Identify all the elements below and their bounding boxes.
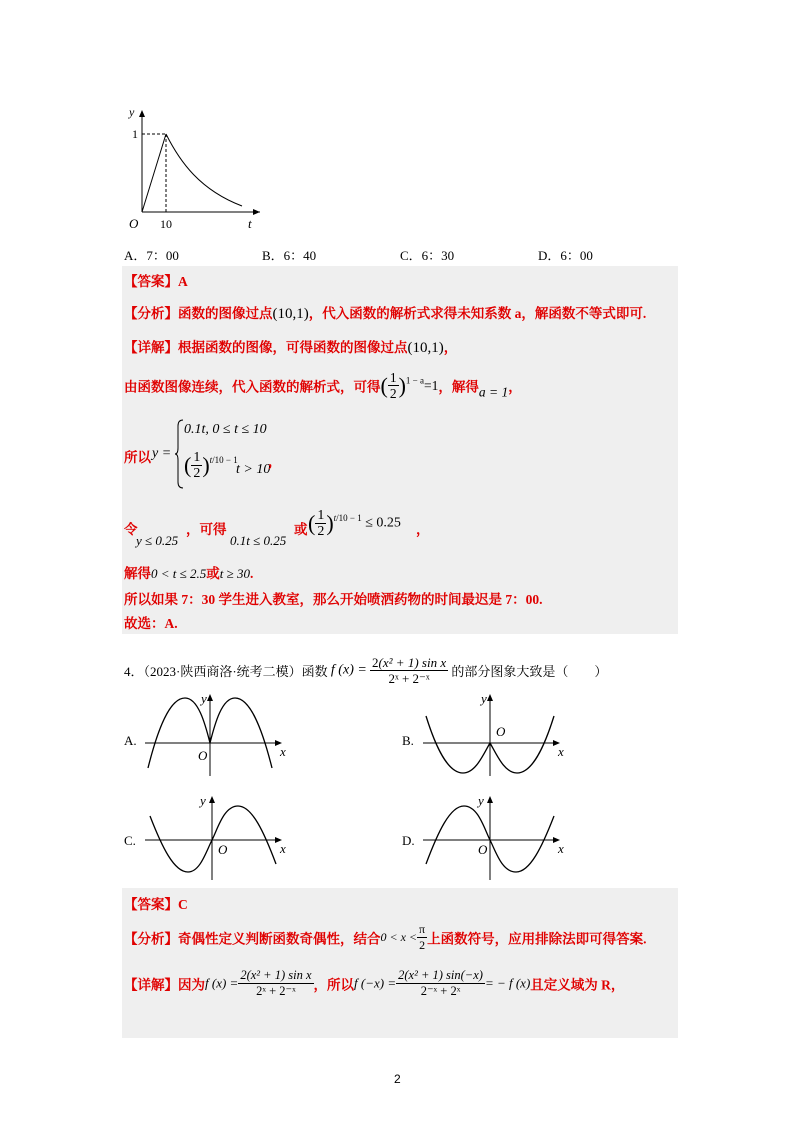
svg-text:O: O bbox=[478, 842, 488, 857]
continuity-text: 由函数图像连续，代入函数的解析式，可得 bbox=[124, 379, 381, 395]
q4-detail-frac2: $\frac{\text{2(x² + 1) sin(−x)}}{\text{2⁻ˣ + 2ˣ}}$ bbox=[398, 968, 483, 998]
decay-graph bbox=[120, 100, 270, 235]
analysis-text-a: 函数的图像过点 bbox=[178, 306, 273, 321]
answer-tag: 【答案】A bbox=[124, 274, 188, 289]
y-tick-1: 1 bbox=[132, 127, 138, 141]
let-ineq2: ( $\frac{1}{2}$ )$^{t/10 - 1}$ ≤ 0.25 bbox=[308, 508, 401, 539]
svg-text:x: x bbox=[280, 744, 286, 759]
q4-analysis-cond: 0 < x < bbox=[380, 930, 418, 944]
conclusion-line: 所以如果 7：30 学生进入教室，那么开始喷洒药物的时间最迟是 7：00. bbox=[124, 592, 543, 607]
q4-fraction: $\frac{\text{2(x² + 1) sin x}}{\text{2ˣ + 2⁻ˣ}}$ bbox=[372, 655, 447, 686]
q4-detail-line: 【详解】因为f (x) = $\frac{\text{2(x² + 1) sin x}}{\text{2ˣ + 2⁻ˣ}}$ ，所以f (−x) = $\frac{\text{2(x² + 1) sin(−x)}}{\text{2⁻ˣ + 2ˣ}}$ = − f (x)且定义域为 R， bbox=[124, 968, 625, 998]
q4-answer-tag: 【答案】C bbox=[124, 897, 188, 912]
svg-text:x: x bbox=[280, 841, 286, 856]
q4-option-d-label[interactable]: D. bbox=[402, 833, 415, 848]
let-prefix: 令 bbox=[124, 522, 138, 537]
choice-line: 故选：A. bbox=[124, 616, 178, 631]
q4-fx: f (x) = bbox=[330, 662, 367, 678]
question-4 bbox=[124, 655, 607, 686]
let-condition: y ≤ 0.25 bbox=[136, 533, 179, 548]
page-number: 2 bbox=[394, 1072, 401, 1086]
svg-text:y: y bbox=[481, 691, 487, 706]
option-a[interactable]: A．7：00 bbox=[124, 248, 179, 263]
q4-detail-frac1: $\frac{\text{2(x² + 1) sin x}}{\text{2ˣ + 2⁻ˣ}}$ bbox=[240, 968, 312, 998]
q4-option-d-graph[interactable] bbox=[418, 792, 578, 882]
solution-range2: t ≥ 30 bbox=[219, 566, 251, 581]
svg-text:x: x bbox=[558, 744, 564, 759]
q4-option-b-label[interactable]: B. bbox=[402, 733, 414, 748]
q4-analysis-line: 【分析】奇偶性定义判断函数奇偶性，结合0 < x < $\frac{\pi}{2}$ 上函数符号，应用排除法即可得答案. bbox=[124, 922, 647, 952]
piecewise-case2-expr: ( $\frac{1}{2}$ )$^{t/10 - 1}$ bbox=[184, 450, 238, 481]
piecewise-prefix: 所以 bbox=[124, 450, 151, 465]
svg-text:O: O bbox=[218, 842, 228, 857]
continuity-line: 由函数图像连续，代入函数的解析式，可得( $\frac{1}{2}$ )$^{1 - a}$=1，解得a = 1， bbox=[124, 370, 522, 401]
rise-line bbox=[142, 134, 166, 212]
detail-line bbox=[124, 336, 457, 357]
decay-curve bbox=[166, 134, 242, 206]
svg-text:x: x bbox=[558, 841, 564, 856]
detail-tag: 【详解】 bbox=[124, 340, 178, 355]
analysis-line bbox=[124, 302, 646, 323]
analysis-point: (10,1) bbox=[272, 306, 309, 322]
let-ineq1: 0.1t ≤ 0.25 bbox=[230, 533, 287, 548]
piecewise-case2-cond: t > 10 bbox=[236, 462, 271, 477]
svg-text:y: y bbox=[201, 691, 207, 706]
origin-label: O bbox=[129, 216, 139, 231]
let-or: 或 bbox=[294, 522, 308, 537]
svg-text:O: O bbox=[496, 724, 506, 739]
option-d[interactable]: D．6：00 bbox=[538, 248, 593, 263]
answer-box-q4 bbox=[122, 888, 678, 1038]
t-tick-10: 10 bbox=[160, 217, 172, 231]
q4-option-a-label[interactable]: A. bbox=[124, 733, 137, 748]
solution-range1: 0 < t ≤ 2.5 bbox=[151, 566, 207, 581]
q4-option-b-graph[interactable] bbox=[418, 688, 578, 778]
svg-text:y: y bbox=[478, 793, 484, 808]
piecewise-case1: 0.1t, 0 ≤ t ≤ 10 bbox=[184, 422, 267, 437]
piecewise-brace bbox=[174, 418, 184, 490]
continuity-equation: ( $\frac{1}{2}$ )$^{1 - a}$=1 bbox=[380, 370, 439, 401]
let-get-text: ，可得 bbox=[186, 522, 227, 537]
detail-point: (10,1) bbox=[407, 340, 444, 356]
y-label: y bbox=[129, 105, 135, 119]
q4-option-c-graph[interactable] bbox=[140, 792, 300, 882]
svg-text:O: O bbox=[198, 748, 208, 763]
t-label: t bbox=[248, 216, 252, 231]
solution-line: 解得0 < t ≤ 2.5或t ≥ 30. bbox=[124, 566, 254, 581]
y-axis-arrow bbox=[139, 110, 145, 117]
piecewise-y: y = bbox=[152, 446, 172, 461]
q4-suffix: 的部分图象大致是（ ） bbox=[451, 664, 608, 679]
t-axis-arrow bbox=[253, 209, 260, 215]
detail-text-a: 根据函数的图像，可得函数的图像过点 bbox=[178, 340, 408, 355]
option-b[interactable]: B．6：40 bbox=[262, 248, 317, 263]
svg-text:y: y bbox=[200, 793, 206, 808]
solve-text: ，解得 bbox=[438, 379, 479, 395]
analysis-text-b: ，代入函数的解析式求得未知系数 a，解函数不等式即可. bbox=[308, 306, 647, 321]
q4-prefix: 4．（2023·陕西商洛·统考二模）函数 bbox=[124, 664, 328, 679]
detail-text-b: ， bbox=[443, 340, 458, 355]
option-c[interactable]: C．6：30 bbox=[400, 248, 455, 263]
q4-option-a-graph[interactable] bbox=[140, 688, 300, 778]
solve-result: a = 1 bbox=[478, 384, 509, 400]
analysis-tag: 【分析】 bbox=[124, 306, 178, 321]
q4-option-c-label[interactable]: C. bbox=[124, 833, 136, 848]
